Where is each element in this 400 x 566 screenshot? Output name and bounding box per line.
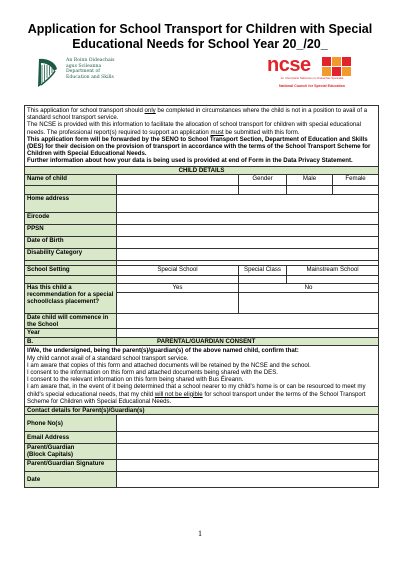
date-field[interactable] (117, 472, 379, 488)
name-gender-row (25, 174, 379, 185)
name-label-continued (25, 185, 117, 194)
recommendation-yes-option[interactable]: Yes (117, 283, 239, 292)
phone-field[interactable] (117, 415, 379, 432)
school-setting-row (25, 265, 379, 275)
signature-row (25, 460, 379, 472)
phone-label: Phone No(s) (25, 415, 117, 432)
ncse-square-icon (332, 57, 341, 66)
dept-line-4: Education and Skills (66, 74, 114, 80)
email-row (25, 432, 379, 444)
ppsn-field[interactable] (117, 224, 379, 236)
phone-row (25, 415, 379, 432)
title-line-2: Educational Needs for School Year 20_/20_ (72, 37, 328, 51)
special-school-checkbox[interactable] (117, 275, 239, 283)
dept-line-3: Department of (66, 69, 100, 75)
name-field-continued[interactable] (117, 185, 239, 194)
name-of-child-field[interactable] (117, 174, 239, 185)
intro-seno-note: This application form will be forwarded by the SENO to School Transport Section, Department of Education and Skills (DES) for their decision on the provision of transport in accordance with the terms of the School Transport Scheme for Children with Special Educational Needs. (27, 135, 371, 158)
ncse-square-icon (342, 67, 351, 76)
commence-date-field[interactable] (117, 313, 379, 328)
child-details-heading-row (25, 166, 379, 174)
date-row (25, 472, 379, 488)
recommendation-yes-checkbox[interactable] (117, 292, 239, 313)
year-row (25, 329, 379, 338)
recommendation-no-option[interactable]: No (239, 283, 379, 292)
consent-statements (25, 346, 379, 407)
home-address-field[interactable] (117, 194, 379, 212)
document-title (0, 22, 400, 52)
eircode-field[interactable] (117, 212, 379, 224)
ncse-square-icon (322, 67, 331, 76)
ncse-square-icon (332, 67, 341, 76)
consent-item-4: I consent to the relevant information on this form being shared with Bus Éireann. (27, 376, 244, 384)
signature-field[interactable] (117, 460, 379, 472)
school-setting-row-2 (25, 275, 379, 283)
contact-heading: Contact details for Parent(s)/Guardian(s) (25, 407, 379, 415)
disability-category-field[interactable] (117, 248, 379, 260)
ncse-logo (262, 54, 362, 94)
eircode-row (25, 212, 379, 224)
department-name (66, 58, 176, 80)
application-form-table (24, 105, 379, 488)
mainstream-school-option[interactable]: Mainstream School (287, 265, 379, 275)
female-option[interactable]: Female (333, 174, 379, 185)
intro-text: This application for school transport should only be completed in circumstances where the child is not in a position to avail of a standard school transport service. The NCSE is provided with this information to facilitate the allocation of school transport for children with special educational needs. The professional report(s) required to support an application must be submitted with this form. This application form will be forwarded by the SENO to School Transport Section, Department of Education and Skills (DES) for their decision on the provision of transport in accordance with the terms of the School Transport Scheme for Children with Special Educational Needs. Further information about how your data is being used is provided at end of Form in the Data Privacy Statement. (25, 106, 379, 167)
commence-date-row (25, 313, 379, 328)
consent-heading: PARENTAL/GUARDIAN CONSENT (117, 338, 379, 346)
email-field[interactable] (117, 432, 379, 444)
page-number: 1 (198, 529, 202, 538)
home-address-label: Home address (25, 194, 117, 212)
consent-lead: I/We, the undersigned, being the parent(s)/guardian(s) of the above named child, confirm that: (27, 347, 299, 355)
email-label: Email Address (25, 432, 117, 444)
title-line-1: Application for School Transport for Children with Special (27, 22, 373, 36)
female-checkbox[interactable] (333, 185, 379, 194)
special-school-option[interactable]: Special School (117, 265, 239, 275)
parent-name-row (25, 444, 379, 460)
ncse-square-icon (342, 57, 351, 66)
name-of-child-label: Name of child (25, 174, 117, 185)
consent-item-5: I am aware that, in the event of it being determined that a school nearer to my child's home is or can be resourced to meet my child's special educational needs, that my child will not be eligible for school transport under the terms of the School Transport Scheme for Children with Special Educational Needs. (27, 383, 366, 405)
special-class-option[interactable]: Special Class (239, 265, 287, 275)
year-field[interactable] (117, 329, 379, 338)
intro-row (25, 106, 379, 167)
date-of-birth-row (25, 236, 379, 248)
child-details-heading: CHILD DETAILS (25, 166, 379, 174)
male-checkbox[interactable] (287, 185, 333, 194)
school-setting-label: School Setting (25, 265, 117, 275)
section-b-label: B. (25, 338, 117, 346)
consent-item-1: My child cannot avail of a standard school transport service. (27, 354, 189, 362)
harp-icon (34, 57, 60, 89)
ncse-wordmark: ncse (267, 54, 311, 76)
consent-item-2: I am aware that copies of this form and attached documents will be retained by the NCSE and the school. (27, 361, 311, 369)
recommendation-row (25, 283, 379, 292)
parent-name-label: Parent/Guardian (Block Capitals) (25, 444, 117, 460)
consent-body-row (25, 346, 379, 407)
name-gender-row-2 (25, 185, 379, 194)
gender-blank (239, 185, 287, 194)
dept-line-2: agus Scileanna (66, 63, 102, 69)
ncse-irish-name: An Chomhairle Náisiúnta um Oideachas Speisialta (280, 76, 344, 80)
disability-category-label: Disability Category (25, 248, 117, 260)
year-label: Year (25, 329, 117, 338)
school-setting-label-continued (25, 275, 117, 283)
parent-name-field[interactable] (117, 444, 379, 460)
intro-privacy-note: Further information about how your data is being used is provided at end of Form in the Data Privacy Statement. (27, 157, 353, 165)
date-of-birth-label: Date of Birth (25, 236, 117, 248)
signature-label: Parent/Guardian Signature (25, 460, 117, 472)
contact-heading-row (25, 407, 379, 415)
date-label: Date (25, 472, 117, 488)
commence-date-label: Date child will commence in the School (25, 313, 117, 328)
ncse-square-icon (322, 57, 331, 66)
recommendation-label: Has this child a recommendation for a special school/class placement? (25, 283, 117, 313)
eircode-label: Eircode (25, 212, 117, 224)
dept-line-1: An Roinn Oideachais (66, 58, 115, 63)
special-class-checkbox[interactable] (239, 275, 287, 283)
mainstream-school-checkbox[interactable] (287, 275, 379, 283)
consent-heading-row (25, 338, 379, 346)
male-option[interactable]: Male (287, 174, 333, 185)
home-address-row (25, 194, 379, 212)
disability-category-row (25, 248, 379, 260)
ncse-english-name: National Council for Special Education (278, 84, 346, 88)
date-of-birth-field[interactable] (117, 236, 379, 248)
gender-label: Gender (239, 174, 287, 185)
consent-item-3: I consent to the information on this form and attached documents being shared with the DES. (27, 369, 279, 377)
ppsn-row (25, 224, 379, 236)
ppsn-label: PPSN (25, 224, 117, 236)
recommendation-no-checkbox[interactable] (239, 292, 379, 313)
